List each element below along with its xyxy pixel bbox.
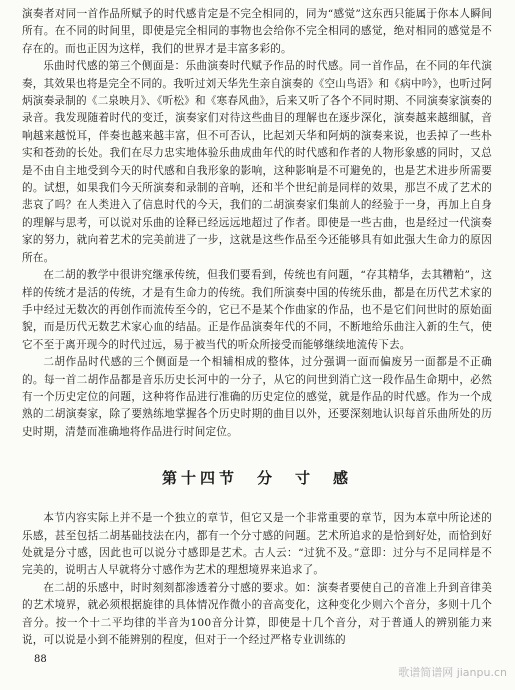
site-watermark: 歌谱简谱网 jianpu.cn	[398, 666, 507, 679]
document-page	[22, 6, 492, 649]
paragraph-1: 演奏者对同一首作品所赋予的时代感肯定是不完全相同的，同为“感觉”这东西只能属于你本人瞬间所有。在不同的时间里，即使是完全相同的事物也会给你不完全相同的感觉，绝对相同的感觉是不存在的。而也正因为这样，我们的世界才是丰富多彩的。	[22, 8, 492, 55]
section-heading: 第十四节 分 寸 感	[161, 469, 352, 488]
paragraph-2: 乐曲时代感的第三个侧面是：乐曲演奏时代赋予作品的时代感。同一首作品，在不同的年代演奏，其效果也将是完全不同的。我听过刘天华先生亲自演奏的《空山鸟语》和《病中吟》，也听过阿炳演奏录制的《二泉映月》、《听松》和《寒春风曲》，后来又听了各个不同时期、不同演奏家演奏的录音。我发现随着时代的变迁，演奏家们对待这些曲目的理解也在逐步深化，演奏越来越细腻，音响越来越悦耳，伴奏也越来越丰富，但不可否认，比起刘天华和阿炳的演奏来说，也丢掉了一些朴实和苍劲的长处。我们在尽力忠实地体验乐曲成曲年代的时代感和作者的人物形象感的同时，又总是不由自主地受到今天的时代感和自我形象的影响，这种影响是不可避免的，也是艺术进步所需要的。试想，如果我们今天所演奏和录制的音响，还和半个世纪前是同样的效果，那岂不成了艺术的悲哀了吗？在人类进入了信息时代的今天，我们的二胡演奏家们集前人的经验于一身，再加上自身的理解与思考，可以说对乐曲的诠释已经远远地超过了作者。即使是一些古曲，也是经过一代演奏家的努力，就向着艺术的完美前进了一步，这就是这些作品至今还能够具有如此强大生命力的原因所在。	[22, 60, 492, 264]
page-number: 88	[34, 654, 47, 665]
paragraph-4: 二胡作品时代感的三个侧面是一个相辅相成的整体，过分强调一面而偏废另一面都是不正确的。每一首二胡作品都是音乐历史长河中的一分子，从它的问世到消亡这一段作品生命期中，必然有一个历史定位的问题，这种将作品进行准确的历史定位的感觉，就是作品的时代感。作为一个成熟的二胡演奏家，除了要熟练地掌握各个历史时期的曲目以外，还要深刻地认识每首乐曲所处的历史时期，清楚而准确地将作品进行时间定位。	[22, 356, 492, 438]
paragraph-5: 本节内容实际上并不是一个独立的章节，但它又是一个非常重要的章节，因为本章中所论述的乐感，甚至包括二胡基础技法在内，都有一个分寸感的问题。艺术所追求的是恰到好处，而恰到好处就是分寸感，因此也可以说分寸感即是艺术。古人云：“过犹不及。”意即：过分与不足同样是不完美的，说明古人早就将分寸感作为艺术的理想境界来追求了。	[22, 512, 492, 577]
paragraph-3: 在二胡的教学中很讲究继承传统，但我们要看到，传统也有问题，“存其精华，去其糟粕”，这样的传统才是活的传统，才是有生命力的传统。我们所演奏中国的传统乐曲，都是在历代艺术家的手中经过无数次的再创作而流传至今的，它已不是某个作曲家的作品，也不是它们问世时的原始面貌，而是历代无数艺术家心血的结晶。正是作品演奏年代的不同，不断地给乐曲注入新的生气，使它不至于离开现今的时代过远，易于被当代的听众所接受而能够继续地流传下去。	[22, 269, 492, 351]
paragraph-6: 在二胡的乐感中，时时刻刻都渗透着分寸感的要求。如：演奏者要使自己的音准上升到音律美的艺术境界，就必须根据旋律的具体情况作微小的音高变化，这种变化少则六个音分，多则十几个音分。按一个十二平均律的半音为100音分计算，即使是十几个音分，对于普通人的辨别能力来说，可以说是小到不能辨别的程度，但对于一个经过严格专业训练的	[22, 581, 492, 646]
